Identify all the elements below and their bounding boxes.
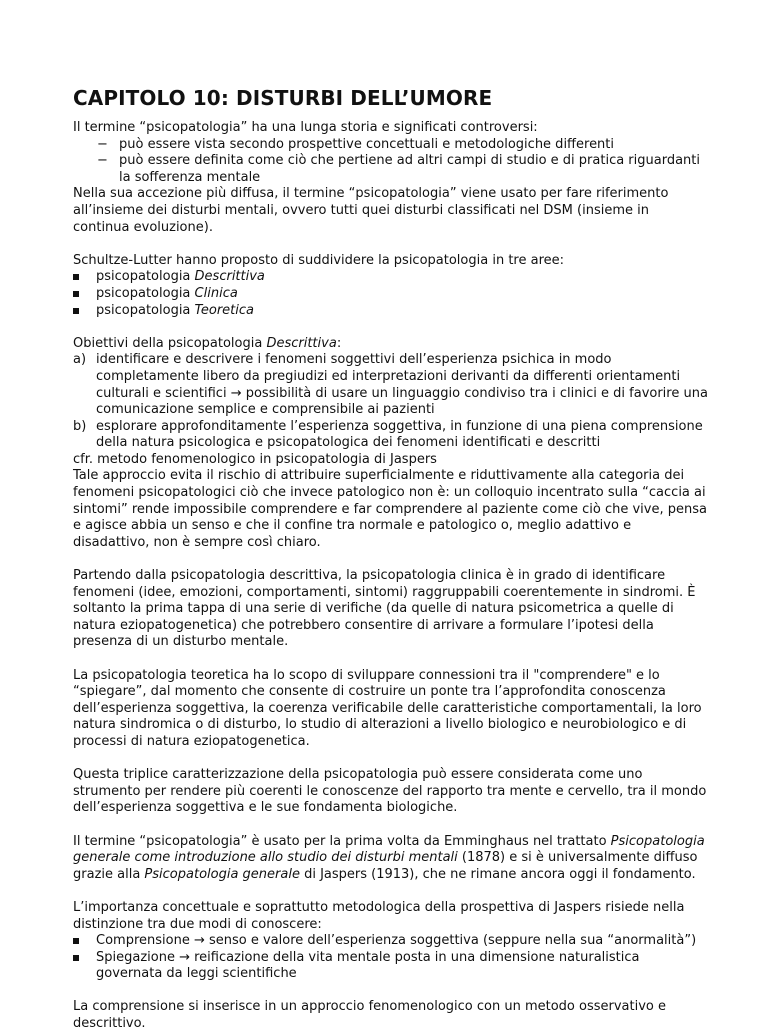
square-bullet-icon xyxy=(73,291,79,297)
areas-list xyxy=(73,269,708,319)
paragraph-comprehension: La comprensione si inserisce in un approccio fenomenologico con un metodo osservativo e descrittivo. xyxy=(73,999,666,1032)
list-item xyxy=(73,137,708,154)
list-item-text: esplorare approfonditamente l’esperienza soggettiva, in funzione di una piena comprensione della natura psicologica e psicopatologica dei fenomeni identificati e descritti xyxy=(96,418,703,451)
list-item-text: identificare e descrivere i fenomeni soggettivi dell’esperienza psichica in modo completamente libero da pregiudizi ed interpretazioni derivanti da differenti orientamenti culturali e scientifici → possibilità di usare un linguaggio condiviso tra i clinici e di favorire una comunicazione semplice e comprensibile ai pazienti xyxy=(96,352,708,418)
area-prefix: psicopatologia xyxy=(96,269,191,285)
list-item xyxy=(73,950,708,983)
objectives-italic: Descrittiva xyxy=(266,335,337,351)
dash-marker: − xyxy=(97,136,108,152)
square-bullet-icon xyxy=(73,955,79,961)
history-text: Il termine “psicopatologia” è usato per la prima volta da Emminghaus nel trattato xyxy=(73,833,611,849)
square-bullet-icon xyxy=(73,274,79,280)
area-name: Descrittiva xyxy=(194,269,265,285)
list-item xyxy=(73,419,708,452)
paragraph-jaspers: L’importanza concettuale e soprattutto metodologica della prospettiva di Jaspers risiede nella distinzione tra due modi di conoscere: xyxy=(73,899,685,932)
objectives-list xyxy=(73,352,708,452)
paragraph-cfr: cfr. metodo fenomenologico in psicopatologia di Jaspers xyxy=(73,451,437,467)
area-name: Teoretica xyxy=(194,302,254,318)
paragraph-clinical: Partendo dalla psicopatologia descrittiva, la psicopatologia clinica è in grado di identificare fenomeni (idee, emozioni, comportamenti, sintomi) raggruppabili coerentemente in sindromi. È soltanto la prima tappa di una serie di verifiche (da quelle di natura psicometrica a quelle di natura eziopatogenetica) che potrebbero consentire di arrivare a formulare l’ipotesi della presenza di un disturbo mentale. xyxy=(73,568,696,650)
treatise-title: Psicopatologia generale come introduzione allo studio dei disturbi mentali xyxy=(73,833,705,866)
list-item-text: Comprensione → senso e valore dell’esperienza soggettiva (seppure nella sua “anormalità”) xyxy=(96,933,697,949)
paragraph-areas-intro: Schultze-Lutter hanno proposto di suddividere la psicopatologia in tre aree: xyxy=(73,252,565,268)
objectives-intro xyxy=(73,336,708,353)
list-item xyxy=(73,269,708,286)
list-marker: a) xyxy=(73,352,87,368)
paragraph-history xyxy=(73,834,708,884)
dash-marker: − xyxy=(97,153,108,169)
list-item-text: Spiegazione → reificazione della vita mentale posta in una dimensione naturalistica governata da leggi scientifiche xyxy=(96,949,640,982)
paragraph-definition: Nella sua accezione più diffusa, il termine “psicopatologia” viene usato per fare riferimento all’insieme dei disturbi mentali, ovvero tutti quei disturbi classificati nel DSM (insieme in continua evoluzione). xyxy=(73,186,669,235)
dash-list xyxy=(73,137,708,187)
list-item xyxy=(73,153,708,186)
list-item xyxy=(73,286,708,303)
list-item-text: può essere definita come ciò che pertiene ad altri campi di studio e di pratica riguardanti la sofferenza mentale xyxy=(119,153,701,185)
list-item xyxy=(73,352,708,418)
history-text: (1878) e si è universalmente diffuso grazie alla xyxy=(73,850,698,882)
paragraph-theoretical: La psicopatologia teoretica ha lo scopo di sviluppare connessioni tra il "comprendere" e lo “spiegare”, dal momento che consente di costruire un ponte tra l’approfondita conoscenza dell’esperienza soggettiva, la coerenza verificabile delle caratteristiche comportamentali, la loro natura sindromica o di disturbo, lo studio di alterazioni a livello biologico e neurobiologico e di processi di natura eziopatogenetica. xyxy=(73,667,702,749)
modes-list xyxy=(73,933,708,983)
objectives-prefix: Obiettivi della psicopatologia xyxy=(73,335,263,351)
paragraph-triple: Questa triplice caratterizzazione della psicopatologia può essere considerata come uno strumento per rendere più coerenti le conoscenze del rapporto tra mente e cervello, tra il mondo dell’esperienza soggettiva e le sue fondamenta biologiche. xyxy=(73,767,707,816)
area-name: Clinica xyxy=(194,285,238,301)
list-item xyxy=(73,933,708,950)
square-bullet-icon xyxy=(73,308,79,314)
objectives-suffix: : xyxy=(336,335,342,351)
list-item-text: può essere vista secondo prospettive concettuali e metodologiche differenti xyxy=(119,136,615,152)
list-item xyxy=(73,303,708,320)
paragraph-approach: Tale approccio evita il rischio di attribuire superficialmente e riduttivamente alla categoria dei fenomeni psicopatologici ciò che invece patologico non è: un colloquio incentrato sulla “caccia ai sintomi” rende impossibile comprendere e far comprendere al paziente come ciò che vive, pensa e agisce abbia un senso e che il confine tra normale e patologico o, meglio adattivo e disadattivo, non è sempre così chiaro. xyxy=(73,468,707,550)
chapter-title: CAPITOLO 10: DISTURBI DELL’UMORE xyxy=(73,86,493,110)
paragraph-intro: Il termine “psicopatologia” ha una lunga storia e significati controversi: xyxy=(73,120,538,135)
square-bullet-icon xyxy=(73,938,79,944)
history-text: di Jaspers (1913), che ne rimane ancora oggi il fondamento. xyxy=(299,866,696,882)
jaspers-title: Psicopatologia generale xyxy=(144,866,300,882)
area-prefix: psicopatologia xyxy=(96,302,191,318)
area-prefix: psicopatologia xyxy=(96,285,191,301)
list-marker: b) xyxy=(73,418,87,434)
